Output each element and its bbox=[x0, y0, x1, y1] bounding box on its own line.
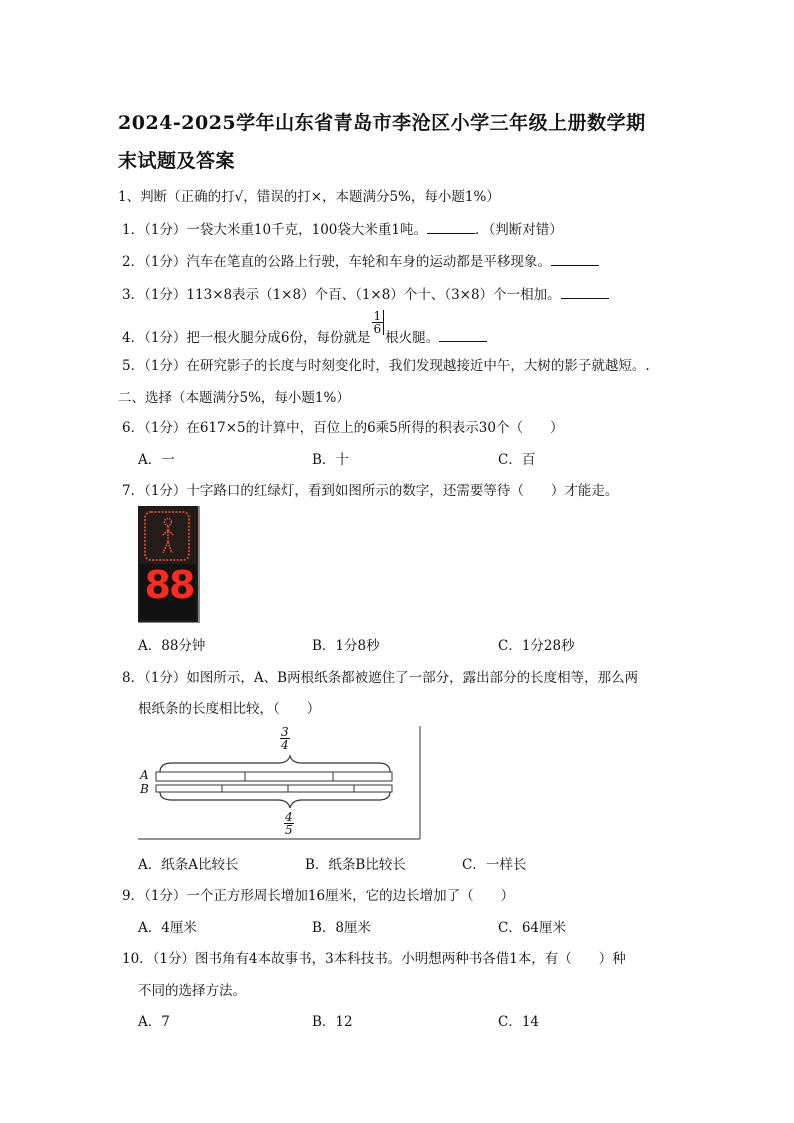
q8-option-a[interactable]: A．纸条A比较长 bbox=[138, 857, 239, 873]
question-2-text: 2．（1分）汽车在笔直的公路上行驶，车轮和车身的运动都是平移现象。 bbox=[122, 254, 551, 270]
question-4-text: 4．（1分）把一根火腿分成6份，每份就是 bbox=[122, 330, 371, 346]
top-fraction-numerator: 3 bbox=[281, 725, 289, 739]
traffic-light-figure bbox=[138, 506, 200, 623]
question-10-line2: 不同的选择方法。 bbox=[138, 983, 246, 999]
q7-option-a[interactable]: A．88分钟 bbox=[138, 638, 206, 654]
q8-option-c[interactable]: C．一样长 bbox=[462, 857, 527, 873]
strip-a-label: A bbox=[140, 768, 149, 782]
question-1-tail: ．（判断对错） bbox=[474, 222, 563, 238]
countdown-display: 88 bbox=[144, 563, 194, 607]
q6-option-a[interactable]: A．一 bbox=[138, 452, 175, 468]
question-1 bbox=[122, 218, 563, 238]
question-10-line1: 10．（1分）图书角有4本故事书，3本科技书。小明想两种书各借1本，有（ ）种 bbox=[122, 951, 626, 967]
section-1-heading: 1、判断（正确的打√，错误的打×，本题满分5%，每小题1%） bbox=[118, 189, 500, 205]
q6-option-b[interactable]: B．十 bbox=[312, 452, 349, 468]
question-5: 5．（1分）在研究影子的长度与时刻变化时，我们发现越接近中午，大树的影子就越短。. bbox=[122, 358, 650, 374]
q9-option-a[interactable]: A．4厘米 bbox=[138, 920, 197, 936]
answer-blank bbox=[551, 253, 599, 266]
q7-option-b[interactable]: B．1分8秒 bbox=[312, 638, 380, 654]
page-title-line1: 2024-2025学年山东省青岛市李沧区小学三年级上册数学期 bbox=[118, 112, 646, 134]
question-4-tail: 根火腿。 bbox=[385, 330, 440, 346]
answer-blank bbox=[561, 286, 609, 299]
fraction-numerator: 1 bbox=[373, 309, 382, 323]
paper-strips-figure bbox=[138, 726, 422, 841]
q9-option-b[interactable]: B．8厘米 bbox=[312, 920, 372, 936]
bottom-fraction-numerator: 4 bbox=[285, 810, 293, 824]
top-fraction bbox=[280, 726, 290, 751]
question-3 bbox=[122, 283, 609, 303]
question-7: 7．（1分）十字路口的红绿灯，看到如图所示的数字，还需要等待（ ）才能走。 bbox=[122, 483, 619, 499]
answer-blank bbox=[427, 221, 475, 234]
q8-option-b[interactable]: B．纸条B比较长 bbox=[305, 857, 406, 873]
question-1-text: 1．（1分）一袋大米重10千克，100袋大米重1吨。 bbox=[122, 222, 427, 238]
q7-option-c[interactable]: C．1分28秒 bbox=[498, 638, 575, 654]
question-6: 6．（1分）在617×5的计算中，百位上的6乘5所得的积表示30个（ ） bbox=[122, 420, 564, 436]
answer-blank bbox=[439, 329, 487, 342]
page-title-line2: 末试题及答案 bbox=[118, 150, 236, 172]
top-fraction-denominator: 4 bbox=[281, 738, 289, 752]
q10-option-b[interactable]: B．12 bbox=[312, 1014, 353, 1030]
question-8-line1: 8．（1分）如图所示，A、B两根纸条都被遮住了一部分，露出部分的长度相等，那么两 bbox=[122, 670, 639, 686]
q10-option-a[interactable]: A．7 bbox=[138, 1014, 170, 1030]
section-2-heading: 二、选择（本题满分5%，每小题1%） bbox=[118, 390, 350, 406]
question-4 bbox=[122, 309, 487, 346]
fraction-denominator: 6 bbox=[373, 322, 382, 336]
fraction bbox=[372, 310, 385, 335]
q9-option-c[interactable]: C．64厘米 bbox=[498, 920, 567, 936]
q10-option-c[interactable]: C．14 bbox=[498, 1014, 540, 1030]
bottom-fraction-denominator: 5 bbox=[285, 823, 293, 837]
question-8-line2: 根纸条的长度相比较，（ ） bbox=[138, 701, 321, 717]
question-3-text: 3．（1分）113×8表示（1×8）个百、（1×8）个十、（3×8）个一相加。 bbox=[122, 287, 561, 303]
question-9: 9．（1分）一个正方形周长增加16厘米，它的边长增加了（ ） bbox=[122, 888, 515, 904]
q6-option-c[interactable]: C．百 bbox=[498, 452, 536, 468]
bottom-fraction bbox=[284, 811, 294, 836]
strip-b-label: B bbox=[140, 782, 149, 796]
question-2 bbox=[122, 250, 599, 270]
